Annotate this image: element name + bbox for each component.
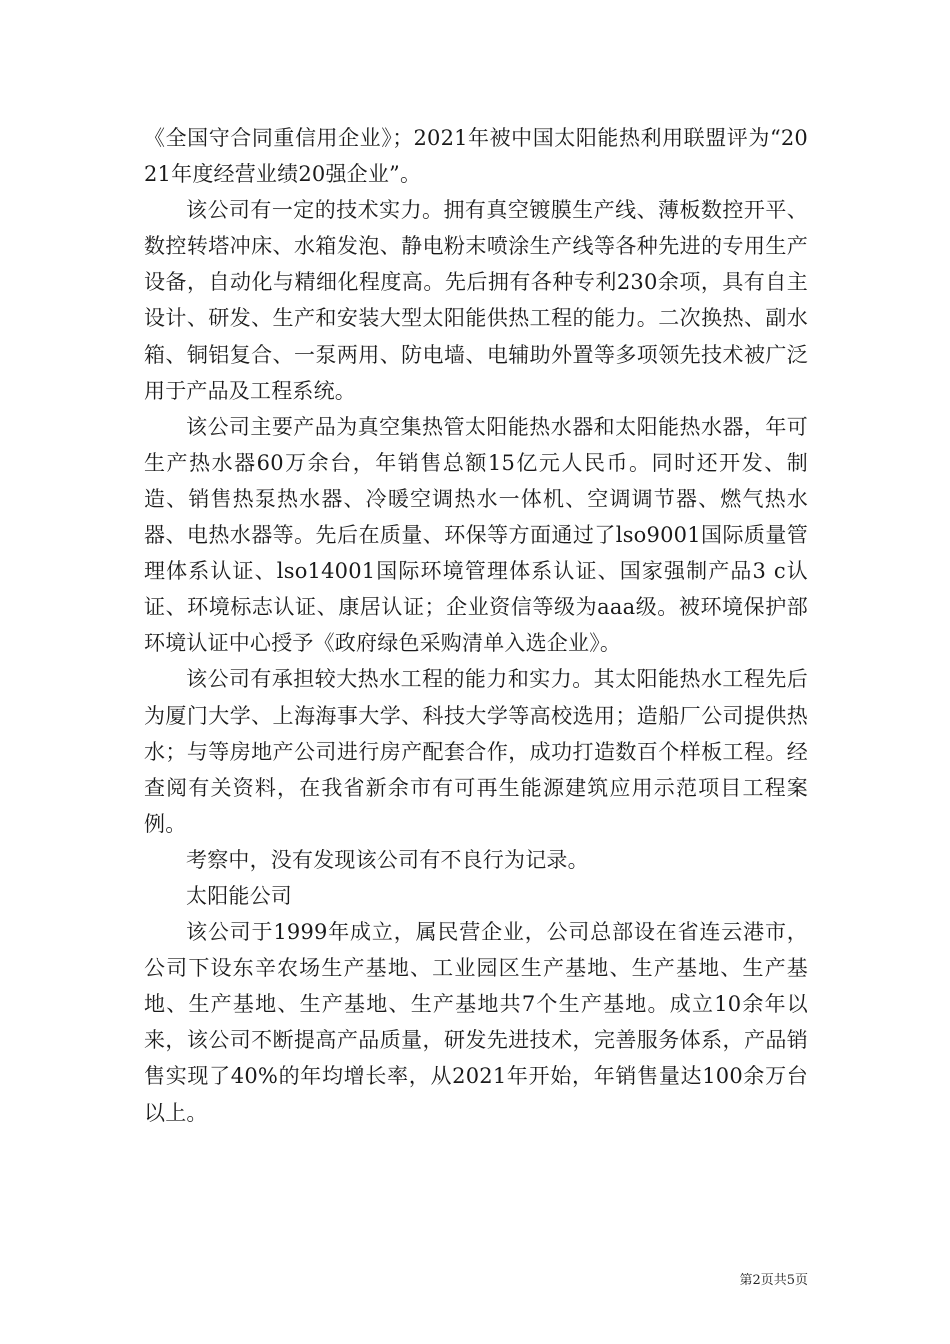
paragraph-technology: 该公司有一定的技术实力。拥有真空镀膜生产线、薄板数控开平、数控转塔冲床、水箱发泡、静电粉末喷涂生产线等各种先进的专用生产设备，自动化与精细化程度高。先后拥有各种专利230余项，具有自主设计、研发、生产和安装大型太阳能供热工程的能力。二次换热、副水箱、铜铝复合、一泵两用、防电墙、电辅助外置等多项领先技术被广泛用于产品及工程系统。 xyxy=(144,198,808,403)
paragraph-conduct-record: 考察中，没有发现该公司有不良行为记录。 xyxy=(186,847,589,872)
paragraph-projects: 该公司有承担较大热水工程的能力和实力。其太阳能热水工程先后为厦门大学、上海海事大学、科技大学等高校选用；造船厂公司提供热水；与等房地产公司进行房产配套合作，成功打造数百个样板工程。经查阅有关资料，在我省新余市有可再生能源建筑应用示范项目工程案例。 xyxy=(144,667,808,836)
paragraph-company-profile: 该公司于1999年成立，属民营企业，公司总部设在省连云港市，公司下设东辛农场生产基地、工业园区生产基地、生产基地、生产基地、生产基地、生产基地、生产基地共7个生产基地。成立10余年以来，该公司不断提高产品质量，研发先进技术，完善服务体系，产品销售实现了40%的年均增长率，从2021年开始，年销售量达100余万台以上。 xyxy=(144,920,808,1125)
document-body xyxy=(144,120,808,1131)
paragraph-products: 该公司主要产品为真空集热管太阳能热水器和太阳能热水器，年可生产热水器60万余台，年销售总额15亿元人民币。同时还开发、制造、销售热泵热水器、冷暖空调热水一体机、空调调节器、燃气热水器、电热水器等。先后在质量、环保等方面通过了lso9001国际质量管理体系认证、lso14001国际环境管理体系认证、国家强制产品3 c认证、环境标志认证、康居认证；企业资信等级为aaa级。被环境保护部环境认证中心授予《政府绿色采购清单入选企业》。 xyxy=(144,414,808,656)
page-footer xyxy=(660,1272,808,1290)
paragraph-honors: 《全国守合同重信用企业》；2021年被中国太阳能热利用联盟评为“2021年度经营业绩20强企业”。 xyxy=(144,126,808,187)
paragraph-company-heading: 太阳能公司 xyxy=(186,883,292,908)
page-number: 第2页共5页 xyxy=(739,1273,808,1288)
